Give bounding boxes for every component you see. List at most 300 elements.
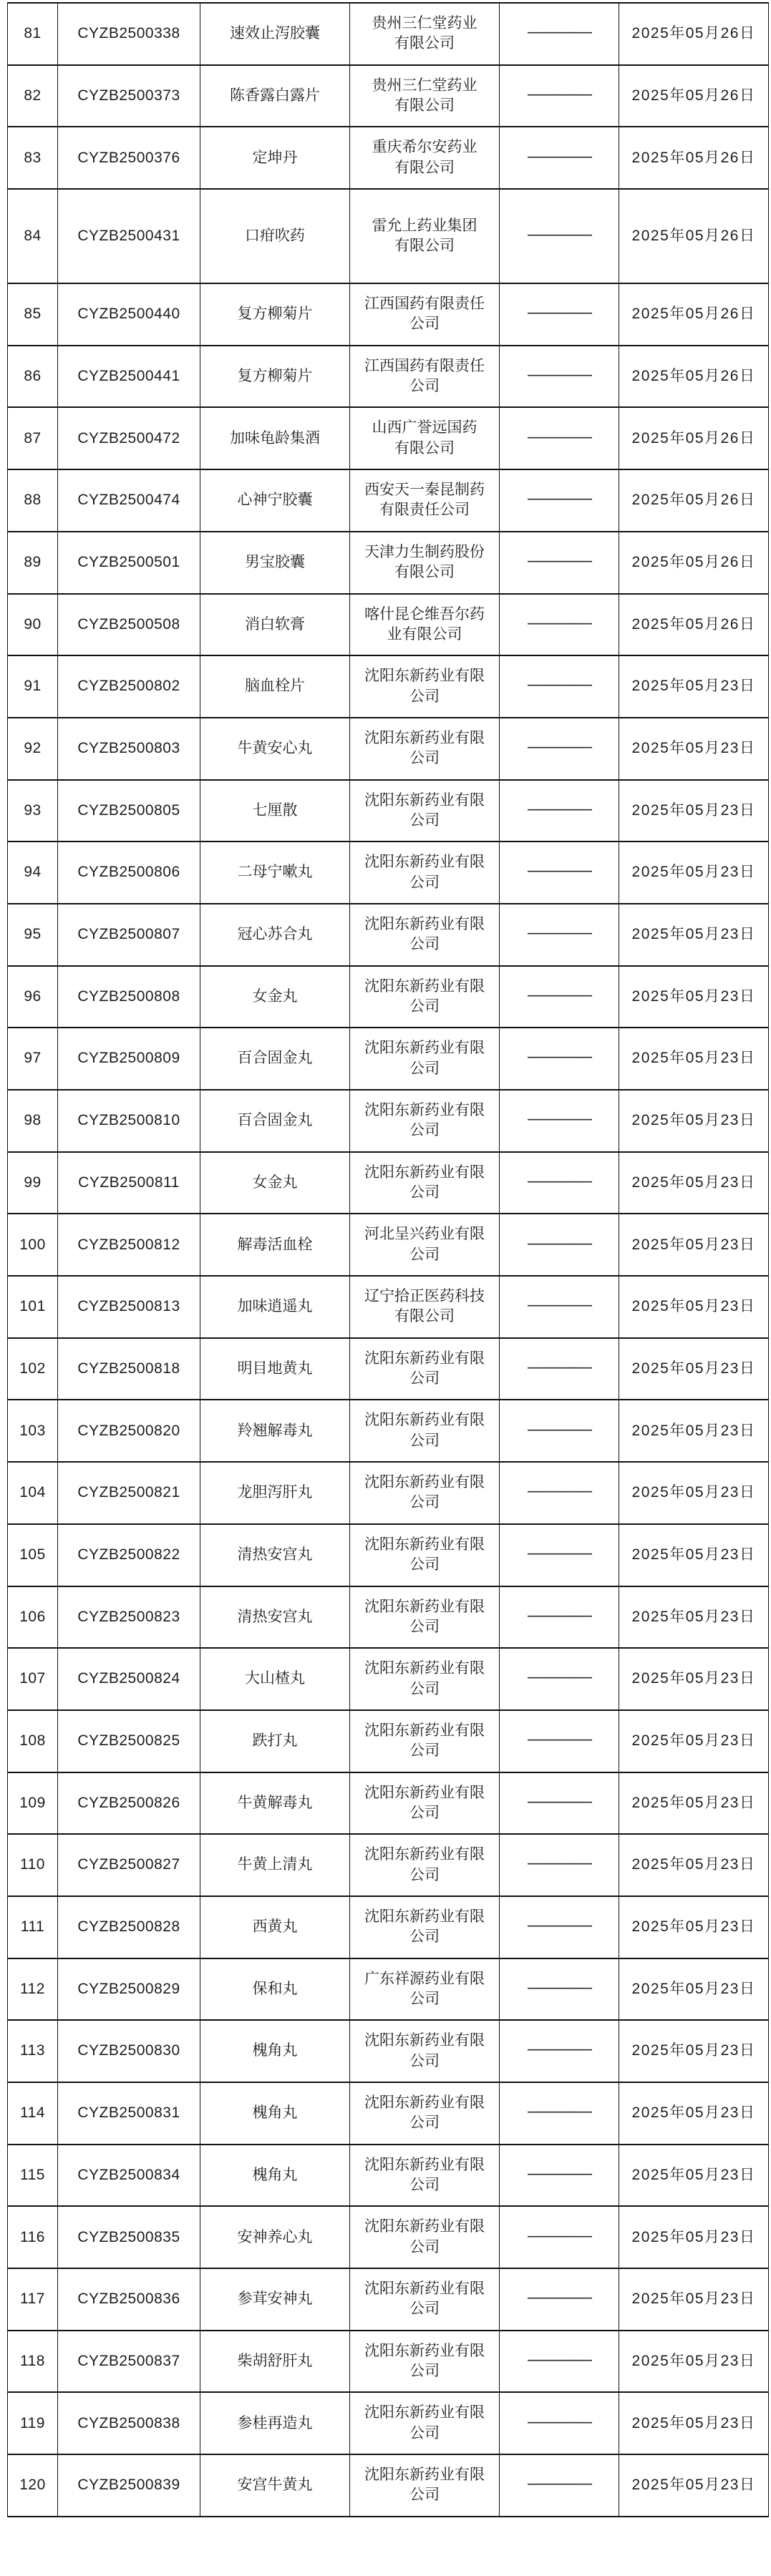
remark-cell [500, 1586, 619, 1649]
table-row [8, 966, 769, 1028]
approval-date: 2025年05月23日 [619, 1338, 769, 1400]
approval-number: CYZB2500809 [58, 1028, 200, 1090]
company-name: 沈阳东新药业有限 公司 [350, 2454, 500, 2517]
remark-cell [500, 1152, 619, 1214]
drug-name: 脑血栓片 [200, 655, 350, 718]
approval-date: 2025年05月26日 [619, 189, 769, 283]
dash-placeholder: ———— [528, 22, 591, 42]
remark-cell [500, 1896, 619, 1958]
row-number: 102 [8, 1338, 58, 1400]
drug-name: 跌打丸 [200, 1710, 350, 1772]
approval-number: CYZB2500826 [58, 1772, 200, 1835]
remark-cell [500, 2454, 619, 2517]
approval-number: CYZB2500818 [58, 1338, 200, 1400]
remark-cell [500, 1772, 619, 1835]
company-name: 沈阳东新药业有限 公司 [350, 1648, 500, 1710]
row-number: 90 [8, 594, 58, 656]
table-row [8, 189, 769, 283]
drug-name: 保和丸 [200, 1958, 350, 2021]
approval-date: 2025年05月23日 [619, 1710, 769, 1772]
company-name: 西安天一秦昆制药 有限责任公司 [350, 469, 500, 532]
company-name: 喀什昆仑维吾尔药 业有限公司 [350, 594, 500, 656]
approval-number: CYZB2500811 [58, 1152, 200, 1214]
dash-placeholder: ———— [528, 550, 591, 570]
approval-number: CYZB2500806 [58, 841, 200, 904]
remark-cell [500, 594, 619, 656]
row-number: 113 [8, 2020, 58, 2082]
company-name: 沈阳东新药业有限 公司 [350, 1462, 500, 1524]
dash-placeholder: ———— [528, 303, 591, 323]
row-number: 106 [8, 1586, 58, 1649]
approval-number: CYZB2500508 [58, 594, 200, 656]
company-name: 重庆希尔安药业 有限公司 [350, 127, 500, 189]
table-row [8, 655, 769, 718]
table-row [8, 65, 769, 127]
table-row [8, 1090, 769, 1152]
dash-placeholder: ———— [528, 2102, 591, 2122]
approval-number: CYZB2500440 [58, 283, 200, 346]
dash-placeholder: ———— [528, 224, 591, 244]
approval-date: 2025年05月23日 [619, 2145, 769, 2207]
drug-name: 陈香露白露片 [200, 65, 350, 127]
remark-cell [500, 346, 619, 408]
remark-cell [500, 1338, 619, 1400]
dash-placeholder: ———— [528, 737, 591, 757]
approval-number: CYZB2500373 [58, 65, 200, 127]
dash-placeholder: ———— [528, 1047, 591, 1067]
dash-placeholder: ———— [528, 861, 591, 881]
table-row [8, 594, 769, 656]
approval-date: 2025年05月23日 [619, 1648, 769, 1710]
row-number: 105 [8, 1524, 58, 1586]
row-number: 108 [8, 1710, 58, 1772]
approval-number: CYZB2500472 [58, 407, 200, 469]
remark-cell [500, 2331, 619, 2393]
dash-placeholder: ———— [528, 364, 591, 384]
dash-placeholder: ———— [528, 84, 591, 104]
row-number: 81 [8, 3, 58, 65]
drug-name: 加味逍遥丸 [200, 1276, 350, 1338]
dash-placeholder: ———— [528, 146, 591, 166]
remark-cell [500, 1834, 619, 1896]
row-number: 86 [8, 346, 58, 408]
row-number: 103 [8, 1400, 58, 1462]
row-number: 111 [8, 1896, 58, 1958]
approval-date: 2025年05月26日 [619, 407, 769, 469]
approval-date: 2025年05月23日 [619, 1028, 769, 1090]
approval-date: 2025年05月26日 [619, 469, 769, 532]
row-number: 96 [8, 966, 58, 1028]
approval-date: 2025年05月23日 [619, 1586, 769, 1649]
table-row [8, 1028, 769, 1090]
approval-date: 2025年05月23日 [619, 718, 769, 780]
approval-date: 2025年05月23日 [619, 655, 769, 718]
table-row [8, 1524, 769, 1586]
approval-number: CYZB2500835 [58, 2206, 200, 2268]
approval-number: CYZB2500831 [58, 2082, 200, 2145]
company-name: 沈阳东新药业有限 公司 [350, 904, 500, 966]
remark-cell [500, 469, 619, 532]
row-number: 97 [8, 1028, 58, 1090]
approval-number: CYZB2500812 [58, 1214, 200, 1276]
row-number: 112 [8, 1958, 58, 2021]
remark-cell [500, 2082, 619, 2145]
dash-placeholder: ———— [528, 2349, 591, 2369]
company-name: 河北呈兴药业有限 公司 [350, 1214, 500, 1276]
dash-placeholder: ———— [528, 2411, 591, 2431]
drug-name: 龙胆泻肝丸 [200, 1462, 350, 1524]
dash-placeholder: ———— [528, 426, 591, 447]
table-row [8, 346, 769, 408]
dash-placeholder: ———— [528, 2288, 591, 2308]
dash-placeholder: ———— [528, 1109, 591, 1129]
company-name: 沈阳东新药业有限 公司 [350, 1896, 500, 1958]
dash-placeholder: ———— [528, 2474, 591, 2494]
company-name: 沈阳东新药业有限 公司 [350, 780, 500, 842]
table-row [8, 2268, 769, 2331]
approval-date: 2025年05月26日 [619, 283, 769, 346]
row-number: 115 [8, 2145, 58, 2207]
drug-name: 复方柳菊片 [200, 346, 350, 408]
drug-name: 安神养心丸 [200, 2206, 350, 2268]
row-number: 88 [8, 469, 58, 532]
dash-placeholder: ———— [528, 1667, 591, 1687]
table-row [8, 841, 769, 904]
drug-name: 清热安宫丸 [200, 1524, 350, 1586]
remark-cell [500, 1710, 619, 1772]
approval-date: 2025年05月23日 [619, 904, 769, 966]
approval-date: 2025年05月26日 [619, 3, 769, 65]
row-number: 100 [8, 1214, 58, 1276]
drug-name: 冠心苏合丸 [200, 904, 350, 966]
company-name: 江西国药有限责任 公司 [350, 346, 500, 408]
drug-name: 女金丸 [200, 1152, 350, 1214]
row-number: 104 [8, 1462, 58, 1524]
approval-number: CYZB2500821 [58, 1462, 200, 1524]
company-name: 沈阳东新药业有限 公司 [350, 841, 500, 904]
drug-name: 百合固金丸 [200, 1028, 350, 1090]
approval-number: CYZB2500376 [58, 127, 200, 189]
row-number: 119 [8, 2392, 58, 2454]
dash-placeholder: ———— [528, 985, 591, 1005]
dash-placeholder: ———— [528, 489, 591, 509]
approval-number: CYZB2500474 [58, 469, 200, 532]
company-name: 沈阳东新药业有限 公司 [350, 2268, 500, 2331]
row-number: 83 [8, 127, 58, 189]
approval-date: 2025年05月23日 [619, 1400, 769, 1462]
drug-name: 西黄丸 [200, 1896, 350, 1958]
table-row [8, 718, 769, 780]
remark-cell [500, 189, 619, 283]
remark-cell [500, 1958, 619, 2021]
company-name: 雷允上药业集团 有限公司 [350, 189, 500, 283]
company-name: 沈阳东新药业有限 公司 [350, 2020, 500, 2082]
approval-number: CYZB2500810 [58, 1090, 200, 1152]
dash-placeholder: ———— [528, 1916, 591, 1936]
drug-name: 男宝胶囊 [200, 532, 350, 594]
table-row [8, 1276, 769, 1338]
approval-number: CYZB2500836 [58, 2268, 200, 2331]
company-name: 广东祥源药业有限 公司 [350, 1958, 500, 2021]
drug-name: 明目地黄丸 [200, 1338, 350, 1400]
approval-date: 2025年05月23日 [619, 1958, 769, 2021]
company-name: 沈阳东新药业有限 公司 [350, 1772, 500, 1835]
table-row [8, 780, 769, 842]
remark-cell [500, 127, 619, 189]
approval-date: 2025年05月23日 [619, 2392, 769, 2454]
company-name: 沈阳东新药业有限 公司 [350, 1338, 500, 1400]
remark-cell [500, 1400, 619, 1462]
approval-date: 2025年05月23日 [619, 1524, 769, 1586]
remark-cell [500, 2268, 619, 2331]
approval-date: 2025年05月23日 [619, 2454, 769, 2517]
company-name: 沈阳东新药业有限 公司 [350, 2331, 500, 2393]
dash-placeholder: ———— [528, 2163, 591, 2183]
row-number: 107 [8, 1648, 58, 1710]
approval-date: 2025年05月26日 [619, 594, 769, 656]
drug-name: 清热安宫丸 [200, 1586, 350, 1649]
approval-date: 2025年05月23日 [619, 966, 769, 1028]
dash-placeholder: ———— [528, 1419, 591, 1439]
company-name: 沈阳东新药业有限 公司 [350, 2206, 500, 2268]
company-name: 沈阳东新药业有限 公司 [350, 1524, 500, 1586]
row-number: 109 [8, 1772, 58, 1835]
dash-placeholder: ———— [528, 675, 591, 695]
approval-number: CYZB2500837 [58, 2331, 200, 2393]
drug-name: 参桂再造丸 [200, 2392, 350, 2454]
drug-name: 加味龟龄集酒 [200, 407, 350, 469]
row-number: 98 [8, 1090, 58, 1152]
dash-placeholder: ———— [528, 1233, 591, 1253]
approval-date: 2025年05月26日 [619, 532, 769, 594]
drug-name: 心神宁胶囊 [200, 469, 350, 532]
table-row [8, 1896, 769, 1958]
approval-number: CYZB2500803 [58, 718, 200, 780]
company-name: 沈阳东新药业有限 公司 [350, 2145, 500, 2207]
drug-name: 槐角丸 [200, 2020, 350, 2082]
drug-name: 七厘散 [200, 780, 350, 842]
table-row [8, 904, 769, 966]
row-number: 114 [8, 2082, 58, 2145]
company-name: 沈阳东新药业有限 公司 [350, 1834, 500, 1896]
drug-name: 参茸安神丸 [200, 2268, 350, 2331]
approval-date: 2025年05月23日 [619, 1090, 769, 1152]
row-number: 120 [8, 2454, 58, 2517]
remark-cell [500, 1090, 619, 1152]
table-row [8, 1834, 769, 1896]
approval-date: 2025年05月23日 [619, 1462, 769, 1524]
remark-cell [500, 2206, 619, 2268]
drug-name: 复方柳菊片 [200, 283, 350, 346]
approval-number: CYZB2500501 [58, 532, 200, 594]
drug-name: 定坤丹 [200, 127, 350, 189]
dash-placeholder: ———— [528, 1171, 591, 1191]
dash-placeholder: ———— [528, 1853, 591, 1873]
table-row [8, 3, 769, 65]
approval-number: CYZB2500802 [58, 655, 200, 718]
row-number: 91 [8, 655, 58, 718]
dash-placeholder: ———— [528, 1357, 591, 1377]
dash-placeholder: ———— [528, 1481, 591, 1501]
remark-cell [500, 1648, 619, 1710]
company-name: 沈阳东新药业有限 公司 [350, 1028, 500, 1090]
remark-cell [500, 407, 619, 469]
approval-number: CYZB2500830 [58, 2020, 200, 2082]
table-row [8, 1586, 769, 1649]
row-number: 92 [8, 718, 58, 780]
approval-number: CYZB2500828 [58, 1896, 200, 1958]
approval-date: 2025年05月23日 [619, 1152, 769, 1214]
approval-number: CYZB2500338 [58, 3, 200, 65]
remark-cell [500, 2020, 619, 2082]
company-name: 沈阳东新药业有限 公司 [350, 1710, 500, 1772]
approval-date: 2025年05月23日 [619, 1276, 769, 1338]
drug-name: 解毒活血栓 [200, 1214, 350, 1276]
approval-date: 2025年05月26日 [619, 65, 769, 127]
approval-date: 2025年05月23日 [619, 2082, 769, 2145]
drug-name: 牛黄上清丸 [200, 1834, 350, 1896]
approval-number: CYZB2500431 [58, 189, 200, 283]
drug-name: 百合固金丸 [200, 1090, 350, 1152]
row-number: 85 [8, 283, 58, 346]
dash-placeholder: ———— [528, 613, 591, 633]
company-name: 天津力生制药股份 有限公司 [350, 532, 500, 594]
row-number: 95 [8, 904, 58, 966]
drug-name: 大山楂丸 [200, 1648, 350, 1710]
company-name: 沈阳东新药业有限 公司 [350, 966, 500, 1028]
approval-number: CYZB2500823 [58, 1586, 200, 1649]
row-number: 87 [8, 407, 58, 469]
table-row [8, 469, 769, 532]
table-row [8, 1648, 769, 1710]
company-name: 贵州三仁堂药业 有限公司 [350, 3, 500, 65]
drug-name: 槐角丸 [200, 2082, 350, 2145]
company-name: 沈阳东新药业有限 公司 [350, 2392, 500, 2454]
row-number: 93 [8, 780, 58, 842]
table-row [8, 2392, 769, 2454]
table-row [8, 407, 769, 469]
drug-approval-table [7, 2, 769, 2517]
remark-cell [500, 841, 619, 904]
table-row [8, 1958, 769, 2021]
remark-cell [500, 1524, 619, 1586]
company-name: 沈阳东新药业有限 公司 [350, 718, 500, 780]
remark-cell [500, 718, 619, 780]
drug-name: 羚翘解毒丸 [200, 1400, 350, 1462]
approval-date: 2025年05月23日 [619, 2268, 769, 2331]
approval-date: 2025年05月23日 [619, 1214, 769, 1276]
approval-date: 2025年05月23日 [619, 2020, 769, 2082]
table-row [8, 2020, 769, 2082]
approval-date: 2025年05月23日 [619, 2331, 769, 2393]
remark-cell [500, 3, 619, 65]
table-row [8, 1152, 769, 1214]
approval-number: CYZB2500829 [58, 1958, 200, 2021]
dash-placeholder: ———— [528, 1605, 591, 1625]
drug-name: 速效止泻胶囊 [200, 3, 350, 65]
table-row [8, 2454, 769, 2517]
row-number: 116 [8, 2206, 58, 2268]
row-number: 99 [8, 1152, 58, 1214]
remark-cell [500, 283, 619, 346]
drug-name: 安宫牛黄丸 [200, 2454, 350, 2517]
registry-table-body [8, 3, 769, 2517]
remark-cell [500, 780, 619, 842]
remark-cell [500, 1214, 619, 1276]
remark-cell [500, 2392, 619, 2454]
remark-cell [500, 966, 619, 1028]
remark-cell [500, 655, 619, 718]
drug-name: 牛黄安心丸 [200, 718, 350, 780]
table-row [8, 1400, 769, 1462]
table-row [8, 1338, 769, 1400]
drug-name: 消白软膏 [200, 594, 350, 656]
dash-placeholder: ———— [528, 1791, 591, 1811]
row-number: 94 [8, 841, 58, 904]
dash-placeholder: ———— [528, 923, 591, 943]
dash-placeholder: ———— [528, 1977, 591, 1997]
remark-cell [500, 1276, 619, 1338]
table-row [8, 2206, 769, 2268]
remark-cell [500, 532, 619, 594]
drug-name: 柴胡舒肝丸 [200, 2331, 350, 2393]
dash-placeholder: ———— [528, 2225, 591, 2245]
row-number: 82 [8, 65, 58, 127]
company-name: 沈阳东新药业有限 公司 [350, 1400, 500, 1462]
approval-number: CYZB2500822 [58, 1524, 200, 1586]
company-name: 沈阳东新药业有限 公司 [350, 655, 500, 718]
remark-cell [500, 65, 619, 127]
dash-placeholder: ———— [528, 799, 591, 819]
remark-cell [500, 904, 619, 966]
approval-number: CYZB2500813 [58, 1276, 200, 1338]
remark-cell [500, 1028, 619, 1090]
company-name: 山西广誉远国药 有限公司 [350, 407, 500, 469]
table-row [8, 127, 769, 189]
approval-number: CYZB2500441 [58, 346, 200, 408]
row-number: 118 [8, 2331, 58, 2393]
drug-name: 牛黄解毒丸 [200, 1772, 350, 1835]
dash-placeholder: ———— [528, 1729, 591, 1750]
approval-number: CYZB2500808 [58, 966, 200, 1028]
table-row [8, 2145, 769, 2207]
table-row [8, 2331, 769, 2393]
approval-number: CYZB2500827 [58, 1834, 200, 1896]
remark-cell [500, 2145, 619, 2207]
dash-placeholder: ———— [528, 2039, 591, 2059]
drug-name: 槐角丸 [200, 2145, 350, 2207]
approval-number: CYZB2500805 [58, 780, 200, 842]
approval-number: CYZB2500834 [58, 2145, 200, 2207]
table-row [8, 2082, 769, 2145]
approval-number: CYZB2500839 [58, 2454, 200, 2517]
drug-name: 女金丸 [200, 966, 350, 1028]
row-number: 117 [8, 2268, 58, 2331]
approval-number: CYZB2500807 [58, 904, 200, 966]
company-name: 沈阳东新药业有限 公司 [350, 2082, 500, 2145]
row-number: 110 [8, 1834, 58, 1896]
approval-date: 2025年05月26日 [619, 127, 769, 189]
table-row [8, 1462, 769, 1524]
approval-date: 2025年05月23日 [619, 780, 769, 842]
company-name: 辽宁拾正医药科技 有限公司 [350, 1276, 500, 1338]
drug-name: 二母宁嗽丸 [200, 841, 350, 904]
table-row [8, 532, 769, 594]
approval-date: 2025年05月23日 [619, 1834, 769, 1896]
approval-number: CYZB2500838 [58, 2392, 200, 2454]
remark-cell [500, 1462, 619, 1524]
dash-placeholder: ———— [528, 1543, 591, 1563]
